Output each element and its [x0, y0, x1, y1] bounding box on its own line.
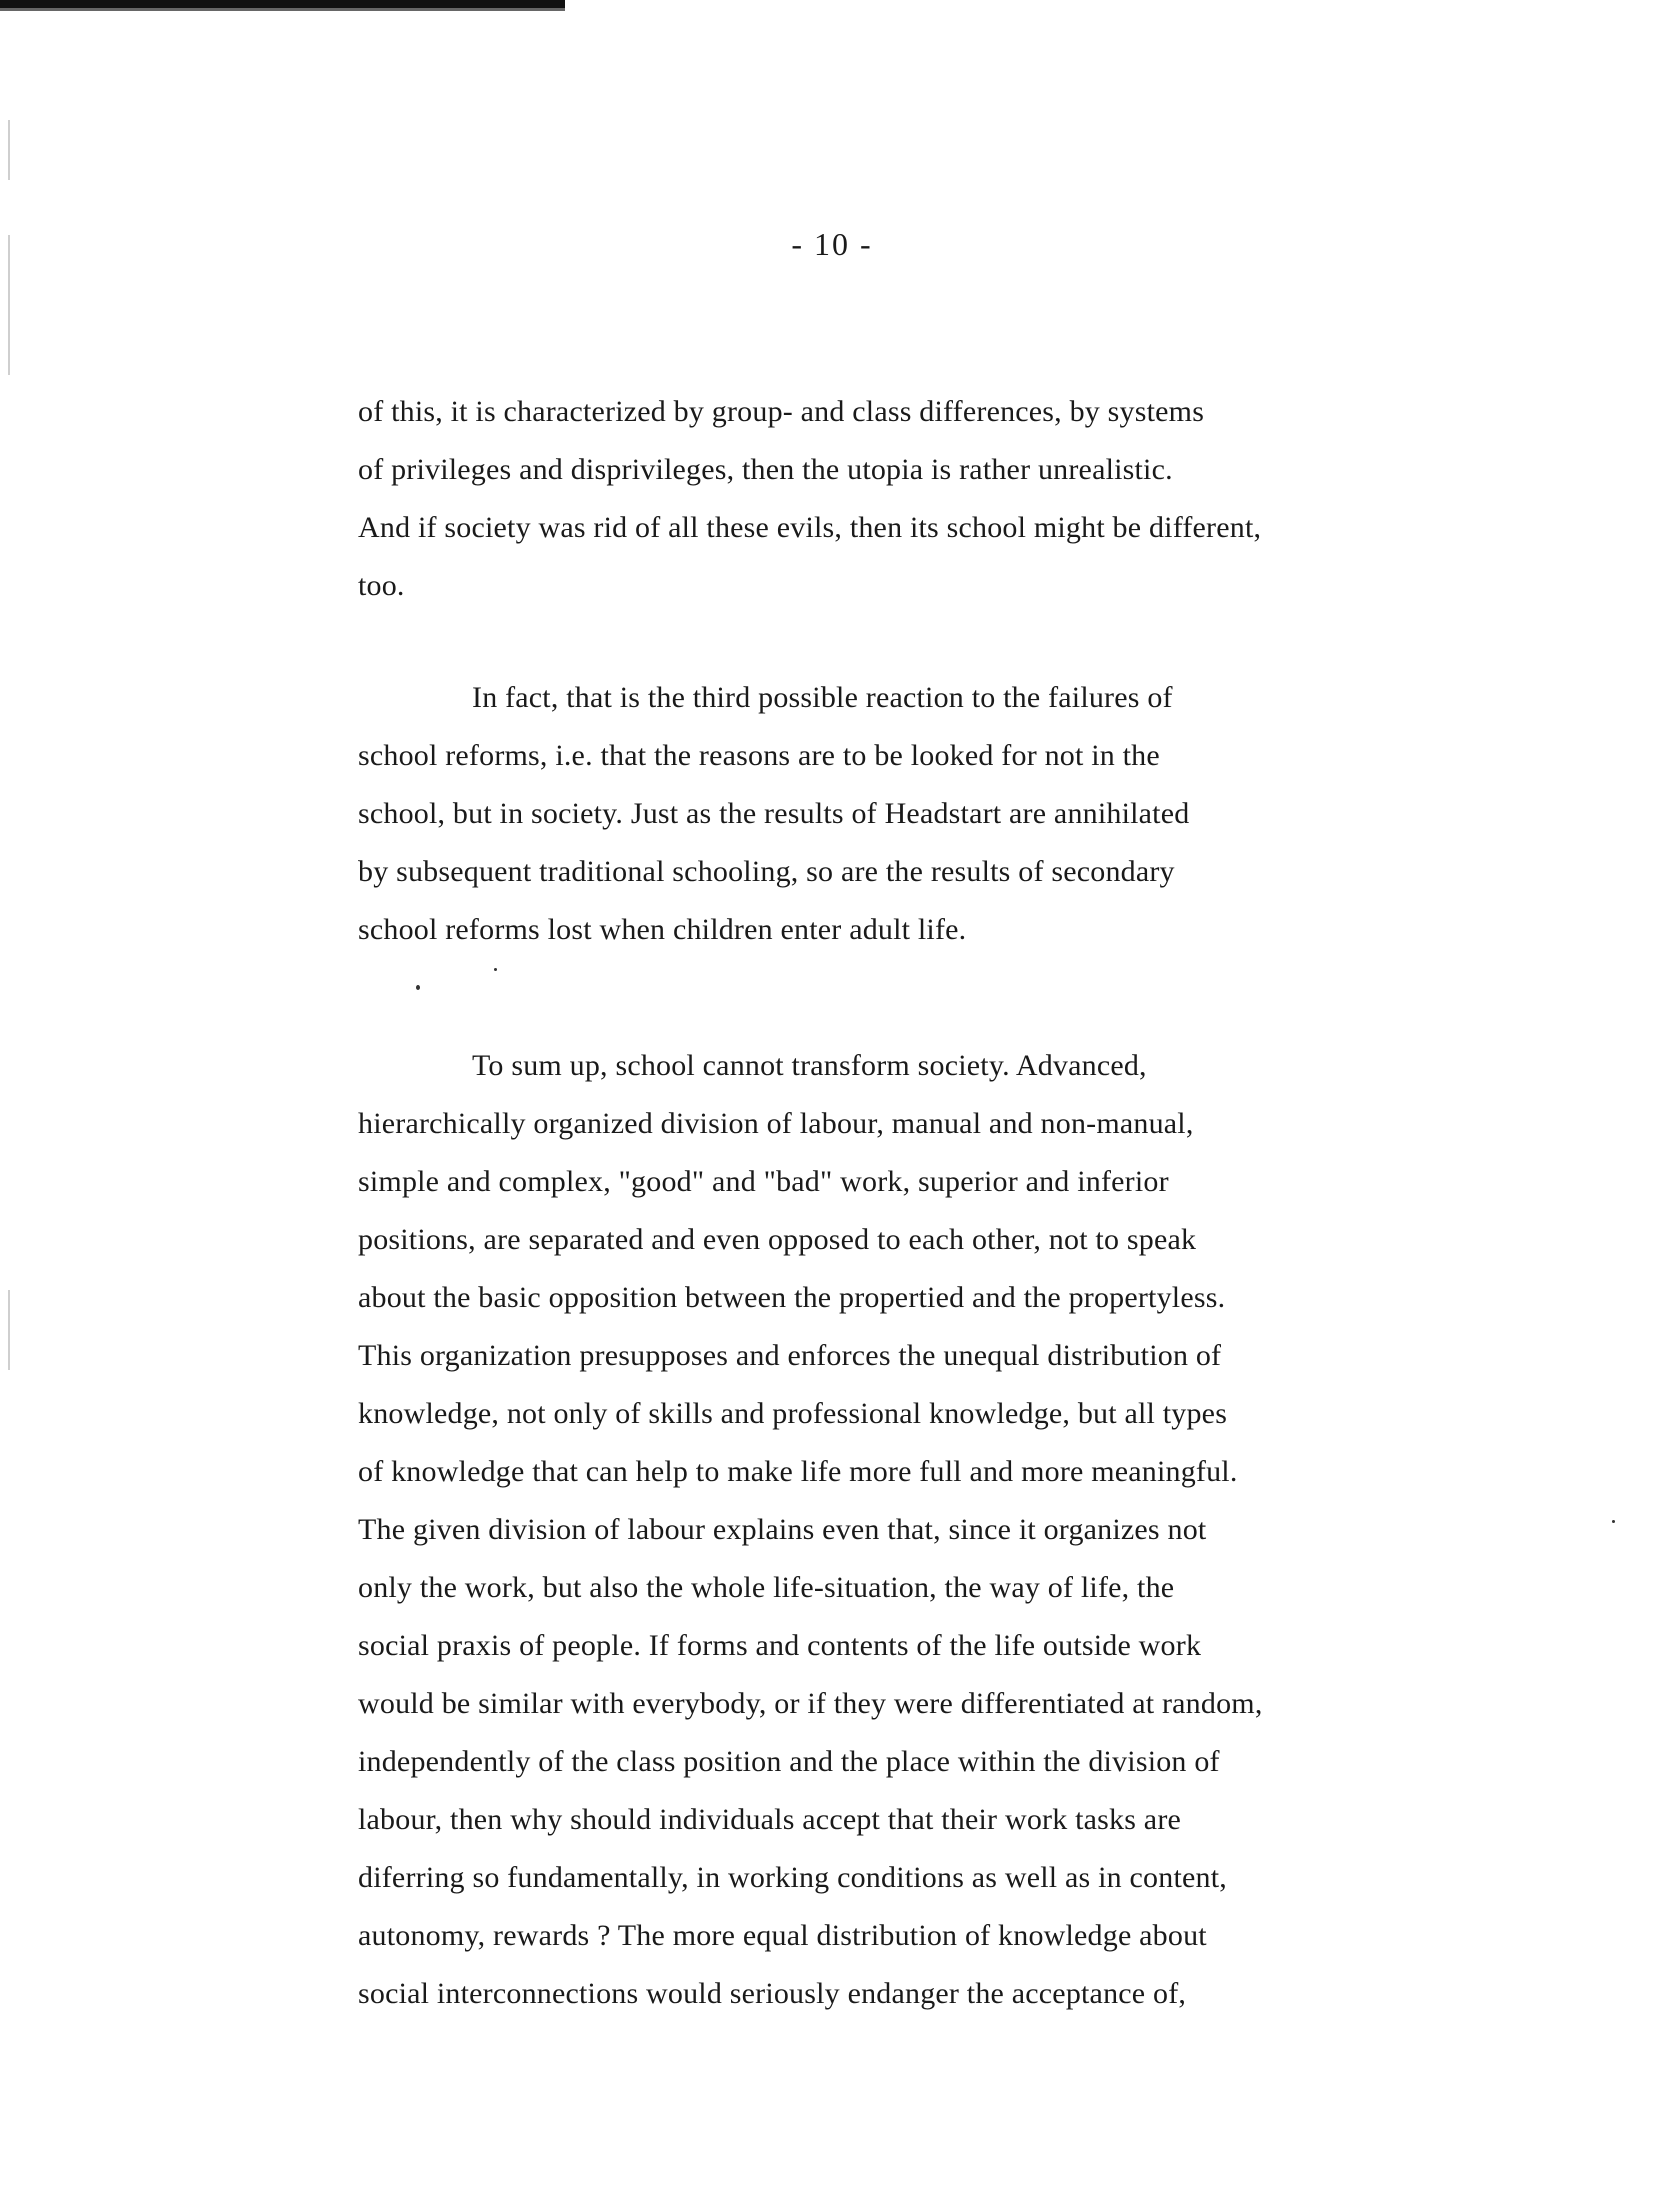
- text-line: social interconnections would seriously endanger the acceptance of,: [358, 1977, 1187, 2010]
- text-line: labour, then why should individuals accept that their work tasks are: [358, 1803, 1182, 1836]
- text-line: school, but in society. Just as the results of Headstart are annihilated: [358, 797, 1190, 830]
- text-line: knowledge, not only of skills and professional knowledge, but all types: [358, 1397, 1228, 1430]
- top-edge-rule-shadow: [0, 8, 565, 11]
- text-line: The given division of labour explains even that, since it organizes not: [358, 1513, 1207, 1546]
- top-edge-rule: [0, 0, 565, 8]
- text-line: only the work, but also the whole life-situation, the way of life, the: [358, 1571, 1175, 1604]
- stray-mark: [494, 968, 497, 971]
- stray-mark: [416, 985, 420, 990]
- text-line: about the basic opposition between the propertied and the propertyless.: [358, 1281, 1226, 1314]
- text-line: diferring so fundamentally, in working conditions as well as in content,: [358, 1861, 1227, 1894]
- text-line: school reforms, i.e. that the reasons are to be looked for not in the: [358, 739, 1160, 772]
- stray-mark: [1612, 1520, 1615, 1523]
- text-line: would be similar with everybody, or if they were differentiated at random,: [358, 1687, 1263, 1720]
- text-line: This organization presupposes and enforces the unequal distribution of: [358, 1339, 1222, 1372]
- text-line: To sum up, school cannot transform society. Advanced,: [472, 1049, 1147, 1082]
- text-line: independently of the class position and the place within the division of: [358, 1745, 1220, 1778]
- text-line: too.: [358, 569, 405, 602]
- text-line: In fact, that is the third possible reaction to the failures of: [472, 681, 1173, 714]
- text-line: social praxis of people. If forms and contents of the life outside work: [358, 1629, 1202, 1662]
- text-line: hierarchically organized division of labour, manual and non-manual,: [358, 1107, 1194, 1140]
- page-number: - 10 -: [791, 226, 873, 262]
- text-line: autonomy, rewards ? The more equal distribution of knowledge about: [358, 1919, 1207, 1952]
- scan-speck: [8, 120, 10, 180]
- text-line: of this, it is characterized by group- and class differences, by systems: [358, 395, 1205, 428]
- text-line: positions, are separated and even opposed to each other, not to speak: [358, 1223, 1197, 1256]
- text-line: by subsequent traditional schooling, so are the results of secondary: [358, 855, 1175, 888]
- scan-speck: [8, 1290, 10, 1370]
- text-line: of privileges and disprivileges, then the utopia is rather unrealistic.: [358, 453, 1173, 486]
- text-line: And if society was rid of all these evils, then its school might be different,: [358, 511, 1262, 544]
- text-line: simple and complex, "good" and "bad" work, superior and inferior: [358, 1165, 1169, 1198]
- text-line: of knowledge that can help to make life more full and more meaningful.: [358, 1455, 1238, 1488]
- text-line: school reforms lost when children enter adult life.: [358, 913, 967, 946]
